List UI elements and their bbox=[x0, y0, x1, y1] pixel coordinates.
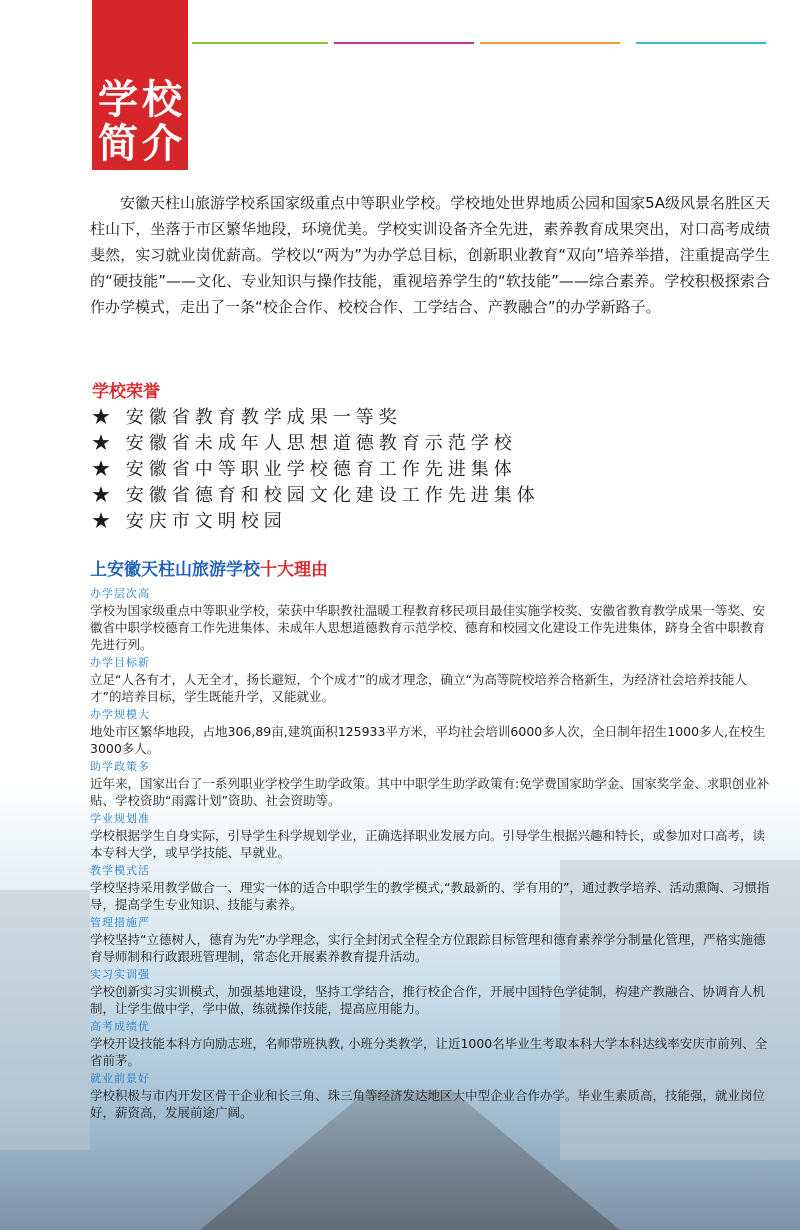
honor-item: ★ 安徽省未成年人思想道德教育示范学校 bbox=[92, 433, 517, 454]
accent-line-magenta bbox=[334, 42, 474, 44]
reason-body: 学校开设技能本科方向励志班，名师带班执教, 小班分类教学，让近1000名毕业生考取本科大学本科达线率安庆市前列、全省前茅。 bbox=[90, 1036, 768, 1068]
accent-line-orange bbox=[480, 42, 620, 44]
reason-body: 学校坚持采用教学做合一、理实一体的适合中职学生的教学模式,“教最新的、学有用的”，通过教学培养、活动熏陶、习惯指导，提高学生专业知识、技能与素养。 bbox=[90, 880, 770, 912]
reason-body: 立足“人各有才，人无全才，扬长避短，个个成才”的成才理念，确立“为高等院校培养合格新生，为经济社会培养技能人才”的培养目标，学生既能升学，又能就业。 bbox=[90, 672, 747, 704]
reason-heading: 就业前景好 bbox=[90, 1072, 150, 1085]
reason-body: 学校为国家级重点中等职业学校，荣获中华职教社温暖工程教育移民项目最佳实施学校奖、安徽省教育教学成果一等奖、安徽省中职学校德育工作先进集体、未成年人思想道德教育示范学校、德育和校园文化建设工作先进集体，跻身全省中职教育先进行列。 bbox=[90, 603, 766, 652]
reason-heading: 高考成绩优 bbox=[90, 1020, 150, 1033]
title-line1: 学校 bbox=[98, 76, 186, 123]
honor-item: ★ 安庆市文明校园 bbox=[92, 511, 287, 532]
honors-list bbox=[92, 405, 540, 535]
reason-heading: 管理措施严 bbox=[90, 916, 150, 929]
reason-body: 学校积极与市内开发区骨干企业和长三角、珠三角等经济发达地区大中型企业合作办学。毕业生素质高，技能强，就业岗位好，薪资高，发展前途广阔。 bbox=[90, 1088, 766, 1120]
reason-body: 近年来，国家出台了一系列职业学校学生助学政策。其中中职学生助学政策有:免学费国家助学金、国家奖学金、求职创业补贴、学校资助“雨露计划”资助、社会资助等。 bbox=[90, 776, 770, 808]
reason-body: 学校创新实习实训模式，加强基地建设，坚持工学结合，推行校企合作，开展中国特色学徒制，构建产教融合、协调育人机制，让学生做中学，学中做，练就操作技能，提高应用能力。 bbox=[90, 984, 766, 1016]
reasons-list bbox=[90, 586, 774, 1123]
reason-heading: 教学模式活 bbox=[90, 864, 150, 877]
reason-heading: 学业规划准 bbox=[90, 812, 150, 825]
reason-heading: 办学目标新 bbox=[90, 656, 150, 669]
intro-paragraph: 安徽天柱山旅游学校系国家级重点中等职业学校。学校地处世界地质公园和国家5A级风景名胜区天柱山下，坐落于市区繁华地段，环境优美。学校实训设备齐全先进，素养教育成果突出，对口高考成绩斐然，实习就业岗优薪高。学校以“两为”为办学总目标，创新职业教育“双向”培养举措，注重提高学生的“硬技能”——文化、专业知识与操作技能，重视培养学生的“软技能”——综合素养。学校积极探索合作办学模式，走出了一条“校企合作、校校合作、工学结合、产教融合”的办学新路子。 bbox=[90, 194, 770, 316]
reason-body: 地处市区繁华地段，占地306,89亩,建筑面积125933平方米，平均社会培训6000多人次，全日制年招生1000多人,在校生3000多人。 bbox=[90, 724, 766, 756]
reason-heading: 办学层次高 bbox=[90, 587, 150, 600]
reason-heading: 实习实训强 bbox=[90, 968, 150, 981]
reasons-heading-prefix: 上安徽天柱山旅游学校 bbox=[90, 560, 260, 580]
reason-body: 学校根据学生自身实际，引导学生科学规划学业，正确选择职业发展方向。引导学生根据兴趣和特长，或参加对口高考，读本专科大学，或早学技能、早就业。 bbox=[90, 828, 766, 860]
building-left bbox=[0, 890, 90, 1150]
title-line2: 简介 bbox=[98, 120, 186, 167]
reason-heading: 助学政策多 bbox=[90, 760, 150, 773]
accent-line-green bbox=[192, 42, 328, 44]
reason-heading: 办学规模大 bbox=[90, 708, 150, 721]
reason-body: 学校坚持“立德树人，德育为先”办学理念，实行全封闭式全程全方位跟踪目标管理和德育素养学分制量化管理，严格实施德育导师制和行政跟班管理制，常态化开展素养教育提升活动。 bbox=[90, 932, 766, 964]
reasons-heading-suffix: 十大理由 bbox=[260, 560, 328, 580]
honor-item: ★ 安徽省德育和校园文化建设工作先进集体 bbox=[92, 485, 540, 506]
honors-heading: 学校荣誉 bbox=[92, 382, 160, 402]
reasons-heading bbox=[90, 555, 328, 580]
title-block bbox=[92, 0, 188, 170]
honor-item: ★ 安徽省中等职业学校德育工作先进集体 bbox=[92, 459, 517, 480]
honor-item: ★ 安徽省教育教学成果一等奖 bbox=[92, 407, 402, 428]
accent-line-cyan bbox=[636, 42, 766, 44]
